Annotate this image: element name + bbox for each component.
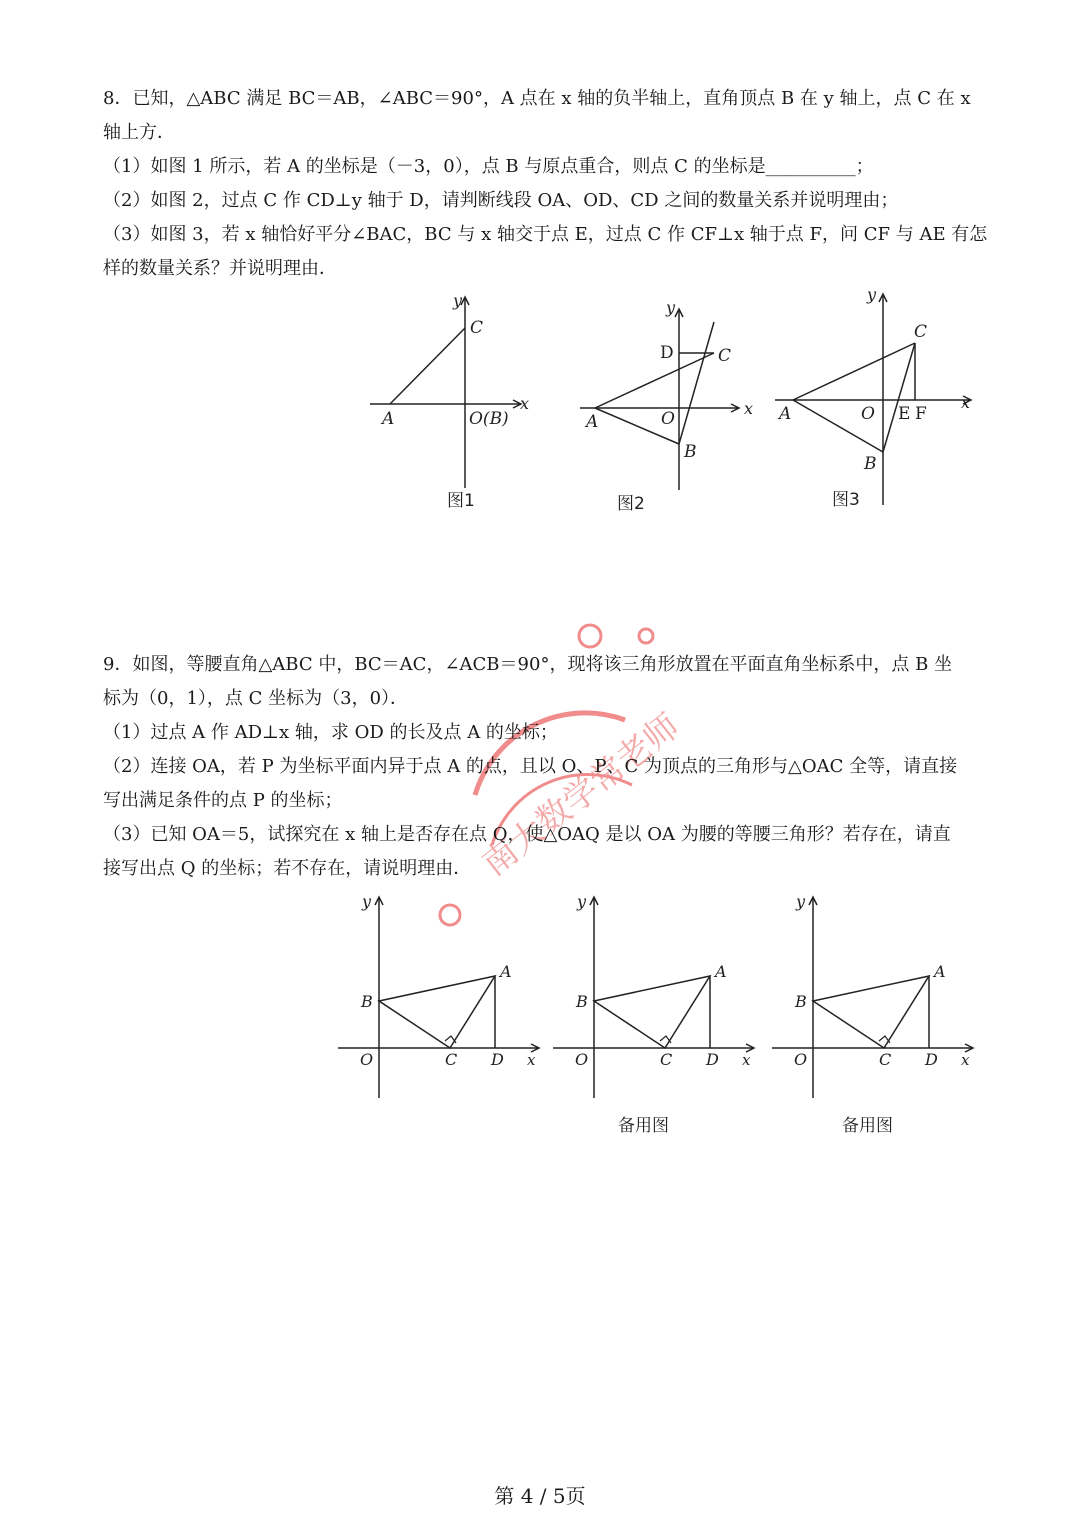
fig3-x-label: x [961,393,971,412]
fig2-x-label: x [744,399,754,418]
q9-line-3: （1）过点 A 作 AD⊥x 轴，求 OD 的长及点 A 的坐标； [103,722,558,743]
fig3-y-label: y [867,285,877,304]
fig3-point-o: O [861,404,875,424]
q9-fig2-y-label: y [577,892,587,911]
page-number: 第 4 / 5页 [494,1484,586,1508]
fig2-caption: 图2 [617,494,645,514]
q8-line-2: 轴上方． [103,122,175,143]
fig2-point-c: C [718,346,732,366]
q9-fig1-point-a: A [500,962,512,981]
fig3-point-e: E [898,404,911,424]
q8-figure-1 [370,290,540,490]
fig1-y-label: y [453,291,463,310]
q9-fig1-x-label: x [527,1051,536,1069]
fig2-point-d: D [660,343,674,363]
q9-fig3-point-o: O [794,1050,808,1069]
q8-figure-2 [578,295,758,495]
q9-fig2-point-b: B [576,992,588,1011]
fig2-point-a: A [586,412,599,432]
q9-line-6: （3）已知 OA＝5，试探究在 x 轴上是否存在点 Q，使△OAQ 是以 OA 为腰的等腰三角形？若存在，请直 [103,824,951,845]
q9-figure-main [338,893,548,1103]
watermark-text: 南大数学常老师 [475,706,688,885]
q9-fig3-x-label: x [961,1051,970,1069]
q9-line-2: 标为（0，1），点 C 坐标为（3，0）． [103,688,409,709]
q9-fig1-y-label: y [362,892,372,911]
fig3-point-f: F [915,404,927,424]
q9-fig2-x-label: x [742,1051,751,1069]
fig3-caption: 图3 [832,490,860,510]
q8-line-6: 样的数量关系？并说明理由． [103,258,337,279]
q9-line-1: 9．如图，等腰直角△ABC 中，BC＝AC，∠ACB＝90°，现将该三角形放置在平面直角坐标系中，点 B 坐 [103,654,953,675]
q9-fig3-point-b: B [795,992,807,1011]
q8-line-5: （3）如图 3，若 x 轴恰好平分∠BAC，BC 与 x 轴交于点 E，过点 C 作 CF⊥x 轴于点 F，问 CF 与 AE 有怎 [103,224,988,245]
fig1-x-label: x [520,394,530,413]
q9-line-4: （2）连接 OA，若 P 为坐标平面内异于点 A 的点，且以 O、P、C 为顶点的三角形与△OAC 全等，请直接 [103,756,958,777]
q9-fig3-point-a: A [934,962,946,981]
q9-fig1-point-d: D [491,1050,504,1069]
q9-line-5: 写出满足条件的点 P 的坐标； [103,790,343,811]
fig3-point-c: C [914,322,928,342]
q9-figure-backup-2 [772,893,982,1103]
q9-fig2-point-d: D [706,1050,719,1069]
q9-line-7: 接写出点 Q 的坐标；若不存在，请说明理由． [103,858,472,879]
q9-fig1-point-o: O [360,1050,374,1069]
q8-line-1: 8．已知，△ABC 满足 BC＝AB，∠ABC＝90°，A 点在 x 轴的负半轴上，直角顶点 B 在 y 轴上，点 C 在 x [103,88,971,109]
q9-fig2-point-o: O [575,1050,589,1069]
fig3-point-a: A [779,404,792,424]
q8-line-3: （1）如图 1 所示，若 A 的坐标是（－3，0），点 B 与原点重合，则点 C 的坐标是__________； [103,156,874,177]
q9-backup-caption-1: 备用图 [618,1116,669,1136]
fig1-point-ob: O(B) [469,409,509,429]
fig2-point-b: B [684,442,697,462]
fig1-point-c: C [470,318,484,338]
q9-fig1-point-c: C [445,1050,458,1069]
fig2-y-label: y [666,298,676,317]
q9-fig1-point-b: B [361,992,373,1011]
fig2-point-o: O [661,409,675,429]
fig1-caption: 图1 [447,491,475,511]
q9-figure-backup-1 [553,893,763,1103]
q9-backup-caption-2: 备用图 [842,1116,893,1136]
q9-fig2-point-c: C [660,1050,673,1069]
fig1-point-a: A [382,409,395,429]
fig3-point-b: B [864,454,877,474]
q9-fig3-point-c: C [879,1050,892,1069]
q9-fig3-point-d: D [925,1050,938,1069]
q9-fig3-y-label: y [796,892,806,911]
q9-fig2-point-a: A [715,962,727,981]
q8-line-4: （2）如图 2，过点 C 作 CD⊥y 轴于 D，请判断线段 OA、OD、CD 之间的数量关系并说明理由； [103,190,899,211]
q8-figure-3 [775,285,980,510]
